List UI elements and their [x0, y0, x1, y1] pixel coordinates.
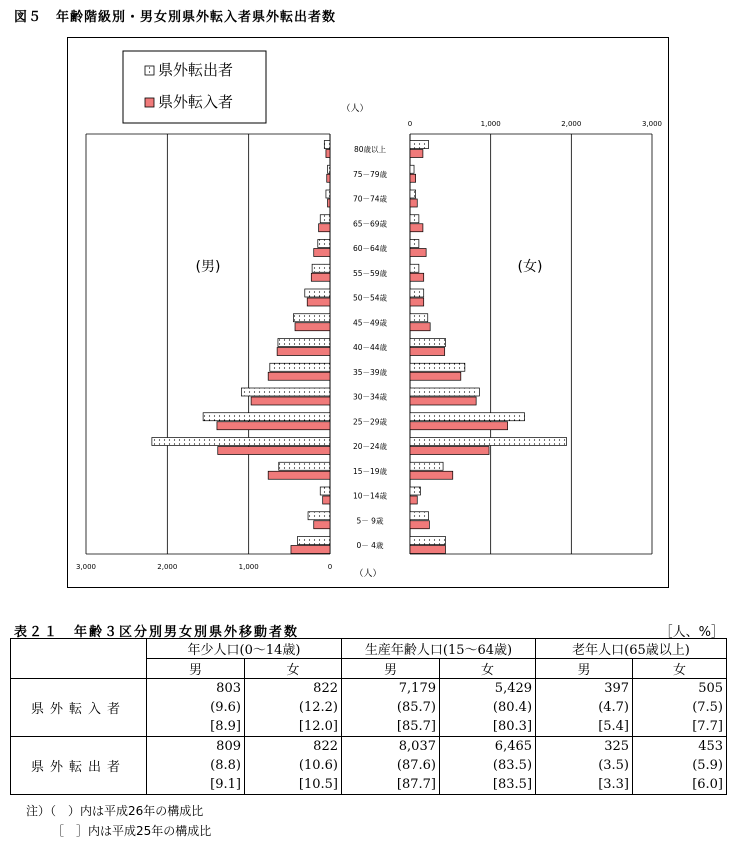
bar-inflow-male	[314, 521, 330, 529]
migration-table	[10, 638, 727, 795]
table-cell	[342, 679, 440, 737]
bar-outflow-female	[410, 388, 479, 396]
note-1-text: 内は平成26年の構成比	[80, 804, 204, 818]
bar-outflow-male	[241, 388, 330, 396]
table-cell	[342, 737, 440, 795]
bar-outflow-female	[410, 537, 445, 545]
bar-inflow-female	[410, 447, 489, 455]
table-row-label: 県外転入者	[11, 679, 147, 737]
age-category-label: 75－79歳	[352, 169, 388, 179]
bar-inflow-female	[410, 397, 476, 405]
bar-inflow-male	[217, 422, 330, 430]
table-group-header: 生産年齢人口(15～64歳)	[342, 639, 536, 659]
female-side-label: (女)	[517, 259, 543, 275]
unit-label-bottom: （人）	[354, 569, 382, 579]
cell-ratio-h26: (85.7)	[396, 700, 436, 715]
cell-ratio-h26: (80.4)	[492, 700, 533, 715]
age-category-label: 10－14歳	[352, 491, 388, 501]
bar-inflow-female	[410, 298, 424, 306]
bar-outflow-female	[410, 413, 525, 421]
table-sex-header: 男	[147, 659, 245, 679]
bar-outflow-female	[410, 462, 443, 470]
table-row-label: 県外転出者	[11, 737, 147, 795]
cell-ratio-h25: [87.7]	[396, 777, 436, 792]
age-category-label: 70－74歳	[352, 194, 388, 204]
legend-swatch-outflow	[145, 66, 154, 75]
figure-title: 図５ 年齢階級別・男女別県外転入者県外転出者数	[14, 10, 337, 25]
bar-outflow-male	[324, 141, 330, 149]
cell-ratio-h25: [12.0]	[298, 719, 338, 734]
bar-outflow-male	[318, 240, 330, 248]
age-category-label: 15－19歳	[352, 466, 388, 476]
cell-count: 6,465	[494, 739, 533, 754]
bar-outflow-male	[152, 438, 330, 446]
bar-inflow-female	[410, 199, 417, 207]
cell-count: 809	[216, 739, 241, 754]
legend-label-outflow: 県外転出者	[158, 61, 234, 79]
age-category-label: 45－49歳	[352, 318, 388, 328]
cell-ratio-h25: [3.3]	[598, 777, 630, 792]
table-corner-cell	[11, 639, 147, 679]
male-side-label: (男)	[195, 259, 221, 275]
age-category-label: 55－59歳	[352, 268, 388, 278]
legend-label-inflow: 県外転入者	[158, 93, 234, 111]
cell-count: 822	[313, 681, 338, 696]
table-sex-header: 女	[440, 659, 536, 679]
x-tick-label-female: 2,000	[561, 120, 582, 128]
bar-outflow-male	[297, 537, 330, 545]
age-category-label: 50－54歳	[352, 293, 388, 303]
table-row	[11, 679, 727, 737]
x-tick-label-male: 3,000	[75, 563, 97, 571]
bar-outflow-female	[410, 240, 419, 248]
bar-inflow-female	[410, 249, 426, 257]
bar-inflow-female	[410, 273, 424, 281]
table-group-header: 年少人口(0～14歳)	[147, 639, 342, 659]
bar-outflow-female	[410, 215, 419, 223]
bar-inflow-male	[311, 273, 330, 281]
table-cell	[633, 737, 727, 795]
bar-inflow-male	[268, 471, 330, 479]
age-category-label: 40－44歳	[352, 343, 388, 352]
bar-inflow-female	[410, 521, 429, 529]
bar-outflow-female	[410, 190, 416, 198]
chart-frame	[67, 37, 669, 588]
table-sex-header: 男	[536, 659, 633, 679]
bar-outflow-female	[410, 339, 445, 347]
age-category-label: 80歳以上	[353, 145, 387, 154]
age-category-label: 5－ 9歳	[356, 516, 384, 526]
table-cell	[536, 679, 633, 737]
cell-ratio-h25: [85.7]	[396, 719, 436, 734]
x-tick-label-male: 1,000	[238, 563, 259, 571]
legend-swatch-inflow	[145, 98, 154, 107]
cell-ratio-h25: [6.0]	[692, 777, 724, 792]
note-1-prefix: 注）（ ）	[26, 804, 81, 818]
table-group-header: 老年人口(65歳以上)	[536, 639, 727, 659]
cell-count: 505	[698, 681, 724, 696]
bar-inflow-male	[295, 323, 330, 331]
age-category-label: 60－64歳	[352, 244, 388, 253]
bar-outflow-female	[410, 165, 414, 173]
cell-count: 397	[604, 681, 630, 696]
bar-inflow-female	[410, 372, 461, 380]
cell-ratio-h26: (9.6)	[210, 700, 241, 715]
cell-ratio-h26: (8.8)	[210, 758, 241, 773]
bar-outflow-female	[410, 487, 420, 495]
note-2-prefix: ［ ］	[52, 824, 89, 838]
bar-inflow-female	[410, 323, 430, 331]
bar-outflow-male	[270, 363, 330, 371]
x-tick-label-female: 1,000	[480, 120, 501, 128]
bar-outflow-female	[410, 512, 429, 520]
bar-inflow-male	[319, 224, 330, 232]
population-pyramid-chart	[68, 38, 668, 587]
age-category-label: 35－39歳	[352, 367, 388, 377]
cell-ratio-h26: (83.5)	[492, 758, 533, 773]
table-cell	[147, 679, 245, 737]
bar-outflow-male	[308, 512, 330, 520]
bar-inflow-female	[410, 348, 445, 356]
legend	[123, 51, 266, 123]
cell-ratio-h25: [5.4]	[598, 719, 630, 734]
cell-ratio-h25: [80.3]	[492, 719, 533, 734]
x-tick-label-male: 0	[327, 563, 333, 571]
bar-inflow-female	[410, 496, 417, 504]
bar-outflow-male	[279, 462, 330, 470]
note-1	[26, 801, 211, 821]
bar-inflow-male	[327, 174, 330, 182]
bar-inflow-female	[410, 150, 423, 158]
bar-outflow-male	[278, 339, 330, 347]
bar-outflow-female	[410, 264, 419, 272]
bar-outflow-female	[410, 289, 424, 297]
table-cell	[633, 679, 727, 737]
table-sex-header: 男	[342, 659, 440, 679]
cell-ratio-h26: (3.5)	[598, 758, 630, 773]
bar-outflow-male	[320, 487, 330, 495]
table-cell	[440, 679, 536, 737]
cell-ratio-h26: (10.6)	[298, 758, 338, 773]
bar-inflow-male	[251, 397, 330, 405]
x-tick-label-female: 3,000	[641, 120, 663, 128]
age-category-label: 20－24歳	[352, 442, 388, 451]
bar-outflow-female	[410, 141, 429, 149]
unit-label-top: （人）	[341, 104, 369, 114]
bar-inflow-female	[410, 471, 453, 479]
bar-inflow-male	[314, 249, 330, 257]
cell-count: 7,179	[398, 681, 436, 696]
cell-ratio-h25: [9.1]	[210, 777, 241, 792]
table-title: 表２１ 年齢３区分別男女別県外移動者数	[14, 625, 300, 640]
note-2	[26, 821, 211, 841]
cell-count: 5,429	[494, 681, 533, 696]
bar-outflow-male	[328, 165, 330, 173]
table-cell	[536, 737, 633, 795]
cell-count: 8,037	[398, 739, 436, 754]
cell-ratio-h25: [10.5]	[298, 777, 338, 792]
bar-outflow-male	[320, 215, 330, 223]
bar-inflow-male	[323, 496, 330, 504]
cell-ratio-h26: (5.9)	[692, 758, 724, 773]
cell-ratio-h26: (87.6)	[396, 758, 436, 773]
table-unit: ［人、%］	[659, 625, 724, 640]
bar-outflow-female	[410, 438, 566, 446]
age-category-label: 30－34歳	[352, 392, 388, 402]
bar-outflow-male	[293, 314, 330, 322]
table-notes	[26, 801, 211, 841]
cell-count: 325	[604, 739, 630, 754]
bar-inflow-male	[291, 546, 330, 554]
bar-inflow-male	[268, 372, 330, 380]
bar-inflow-female	[410, 422, 508, 430]
age-category-label: 25－29歳	[352, 417, 388, 427]
bar-outflow-male	[326, 190, 330, 198]
bar-inflow-male	[277, 348, 330, 356]
cell-ratio-h25: [83.5]	[492, 777, 533, 792]
table-cell	[440, 737, 536, 795]
x-tick-label-male: 2,000	[157, 563, 178, 571]
table-row	[11, 737, 727, 795]
table-sex-header: 女	[633, 659, 727, 679]
cell-ratio-h26: (4.7)	[598, 700, 630, 715]
table-cell	[245, 737, 342, 795]
bar-outflow-male	[203, 413, 330, 421]
bar-inflow-male	[218, 447, 330, 455]
bar-inflow-female	[410, 546, 445, 554]
cell-ratio-h26: (7.5)	[692, 700, 724, 715]
note-2-text: 内は平成25年の構成比	[88, 824, 212, 838]
cell-ratio-h25: [8.9]	[210, 719, 241, 734]
age-category-label: 65－69歳	[352, 219, 388, 229]
cell-ratio-h25: [7.7]	[692, 719, 724, 734]
age-category-label: 0－ 4歳	[356, 541, 384, 550]
bar-outflow-female	[410, 314, 428, 322]
bar-inflow-female	[410, 224, 423, 232]
table-cell	[147, 737, 245, 795]
bar-outflow-male	[312, 264, 330, 272]
x-tick-label-female: 0	[407, 120, 413, 128]
bar-inflow-male	[326, 150, 330, 158]
bar-outflow-female	[410, 363, 465, 371]
cell-count: 822	[313, 739, 338, 754]
bar-outflow-male	[305, 289, 330, 297]
table-cell	[245, 679, 342, 737]
table-group-header-row	[11, 639, 727, 659]
table-sex-header: 女	[245, 659, 342, 679]
bar-inflow-male	[328, 199, 330, 207]
cell-count: 803	[216, 681, 241, 696]
cell-count: 453	[698, 739, 724, 754]
bar-inflow-male	[307, 298, 330, 306]
bar-inflow-female	[410, 174, 416, 182]
cell-ratio-h26: (12.2)	[298, 700, 338, 715]
